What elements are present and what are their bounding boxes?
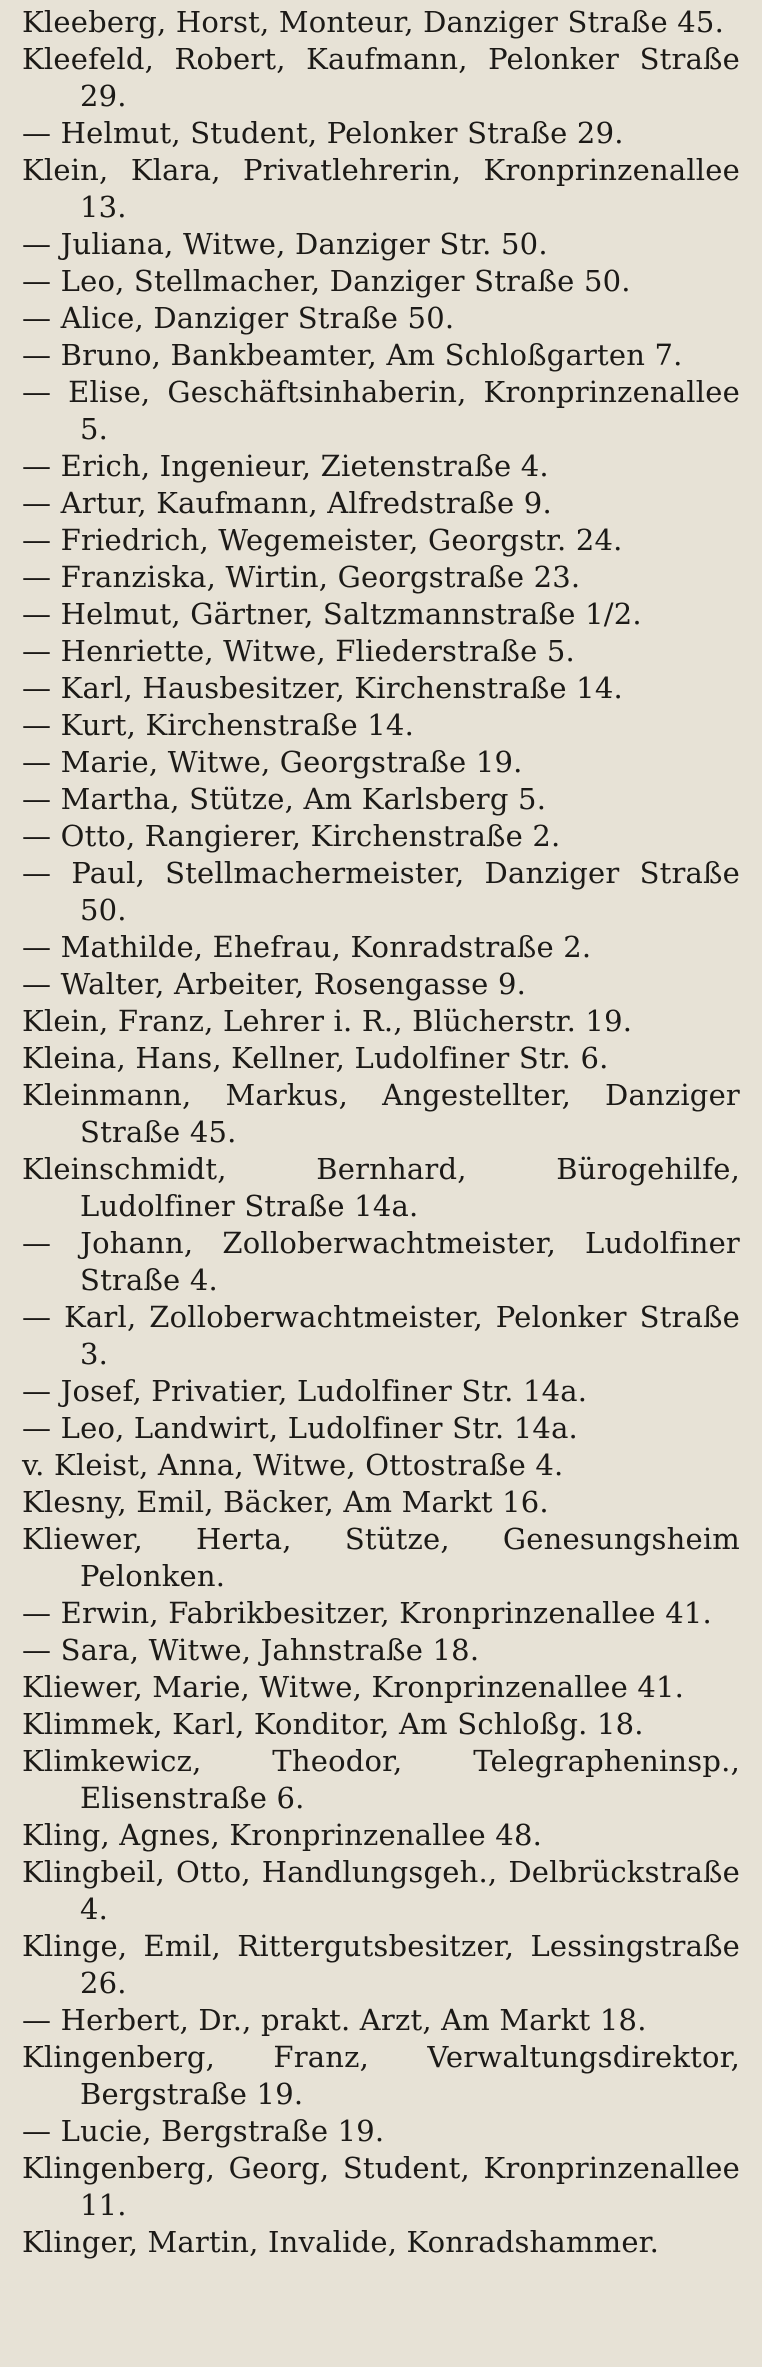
directory-entry: — Franziska, Wirtin, Georgstraße 23. bbox=[22, 560, 581, 594]
directory-entry: — Lucie, Bergstraße 19. bbox=[22, 2114, 385, 2148]
directory-entry: — Alice, Danziger Straße 50. bbox=[22, 301, 455, 335]
directory-entry: — Walter, Arbeiter, Rosengasse 9. bbox=[22, 967, 527, 1001]
directory-entry: — Paul, Stellmachermeister, Danziger Straße 50. bbox=[22, 856, 740, 927]
directory-entry: — Artur, Kaufmann, Alfredstraße 9. bbox=[22, 486, 552, 520]
directory-entry: — Herbert, Dr., prakt. Arzt, Am Markt 18. bbox=[22, 2003, 647, 2037]
directory-entry: — Martha, Stütze, Am Karlsberg 5. bbox=[22, 782, 547, 816]
directory-entry: Klinger, Martin, Invalide, Konradshammer. bbox=[22, 2225, 659, 2259]
directory-entry: — Leo, Stellmacher, Danziger Straße 50. bbox=[22, 264, 631, 298]
directory-entry: Klingbeil, Otto, Handlungsgeh., Delbrückstraße 4. bbox=[22, 1855, 740, 1926]
directory-entry: Klesny, Emil, Bäcker, Am Markt 16. bbox=[22, 1485, 549, 1519]
directory-entry: — Erwin, Fabrikbesitzer, Kronprinzenallee 41. bbox=[22, 1596, 712, 1630]
directory-entry: Klimmek, Karl, Konditor, Am Schloßg. 18. bbox=[22, 1707, 644, 1741]
directory-entry: Kleeberg, Horst, Monteur, Danziger Straße 45. bbox=[22, 5, 724, 39]
directory-entry: — Mathilde, Ehefrau, Konradstraße 2. bbox=[22, 930, 592, 964]
directory-entry: Klimkewicz, Theodor, Telegrapheninsp., Elisenstraße 6. bbox=[22, 1744, 740, 1815]
directory-entry: — Sara, Witwe, Jahnstraße 18. bbox=[22, 1633, 480, 1667]
directory-entry: Kleina, Hans, Kellner, Ludolfiner Str. 6. bbox=[22, 1041, 609, 1075]
directory-entry: Kling, Agnes, Kronprinzenallee 48. bbox=[22, 1818, 543, 1852]
directory-entry: — Karl, Zolloberwachtmeister, Pelonker Straße 3. bbox=[22, 1300, 740, 1371]
directory-entry: — Elise, Geschäftsinhaberin, Kronprinzenallee 5. bbox=[22, 375, 740, 446]
directory-entry: v. Kleist, Anna, Witwe, Ottostraße 4. bbox=[22, 1448, 564, 1482]
directory-entry: — Friedrich, Wegemeister, Georgstr. 24. bbox=[22, 523, 623, 557]
directory-entry: — Karl, Hausbesitzer, Kirchenstraße 14. bbox=[22, 671, 623, 705]
directory-entry: Klinge, Emil, Rittergutsbesitzer, Lessingstraße 26. bbox=[22, 1929, 740, 2000]
directory-entry: — Josef, Privatier, Ludolfiner Str. 14a. bbox=[22, 1374, 588, 1408]
directory-entry: Klein, Franz, Lehrer i. R., Blücherstr. 19. bbox=[22, 1004, 633, 1038]
directory-entry: Kleinmann, Markus, Angestellter, Danziger Straße 45. bbox=[22, 1078, 740, 1149]
directory-entry: Kleefeld, Robert, Kaufmann, Pelonker Straße 29. bbox=[22, 42, 740, 113]
directory-entry: — Leo, Landwirt, Ludolfiner Str. 14a. bbox=[22, 1411, 578, 1445]
directory-entry: — Helmut, Gärtner, Saltzmannstraße 1/2. bbox=[22, 597, 642, 631]
directory-entry: — Marie, Witwe, Georgstraße 19. bbox=[22, 745, 523, 779]
directory-entry: — Helmut, Student, Pelonker Straße 29. bbox=[22, 116, 624, 150]
directory-entry: — Otto, Rangierer, Kirchenstraße 2. bbox=[22, 819, 561, 853]
directory-entry: Kliewer, Herta, Stütze, Genesungsheim Pelonken. bbox=[22, 1522, 740, 1593]
directory-entry: Klingenberg, Georg, Student, Kronprinzenallee 11. bbox=[22, 2151, 740, 2222]
directory-entry: — Erich, Ingenieur, Zietenstraße 4. bbox=[22, 449, 549, 483]
directory-entry: — Juliana, Witwe, Danziger Str. 50. bbox=[22, 227, 548, 261]
directory-entry: — Henriette, Witwe, Fliederstraße 5. bbox=[22, 634, 575, 668]
directory-entry: Kliewer, Marie, Witwe, Kronprinzenallee 41. bbox=[22, 1670, 685, 1704]
directory-entry: — Bruno, Bankbeamter, Am Schloßgarten 7. bbox=[22, 338, 683, 372]
directory-entry: Kleinschmidt, Bernhard, Bürogehilfe, Ludolfiner Straße 14a. bbox=[22, 1152, 740, 1223]
directory-entry: — Kurt, Kirchenstraße 14. bbox=[22, 708, 414, 742]
directory-entry: Klingenberg, Franz, Verwaltungsdirektor, Bergstraße 19. bbox=[22, 2040, 740, 2111]
directory-entry: Klein, Klara, Privatlehrerin, Kronprinzenallee 13. bbox=[22, 153, 740, 224]
directory-entry: — Johann, Zolloberwachtmeister, Ludolfiner Straße 4. bbox=[22, 1226, 740, 1297]
